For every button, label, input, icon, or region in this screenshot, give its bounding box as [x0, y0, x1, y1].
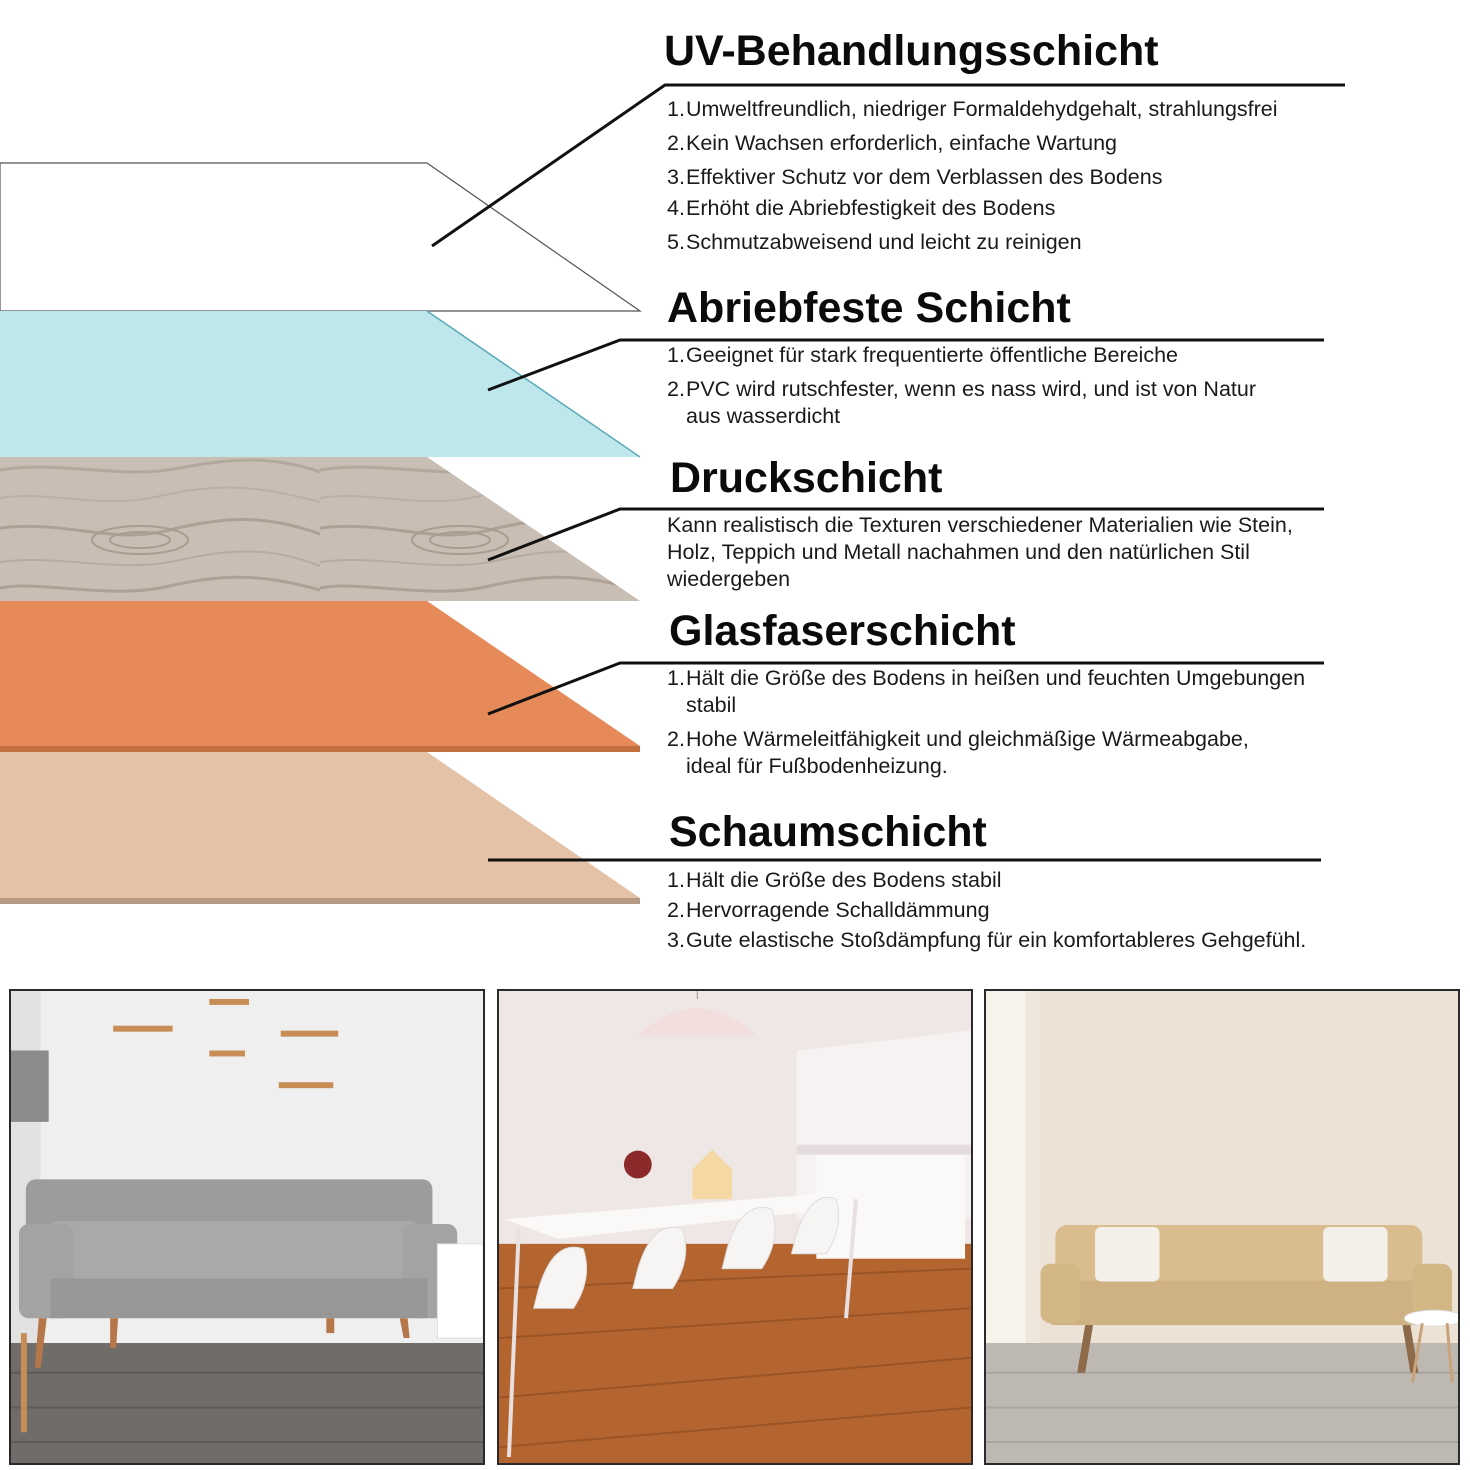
list-item: 5. Schmutzabweisend und leicht zu reinigen — [667, 230, 1082, 254]
layer-druck-swatch — [0, 457, 640, 601]
layer-schaum-swatch — [0, 752, 640, 898]
layer-uv-title: UV-Behandlungsschicht — [664, 27, 1159, 75]
photo-white-dining-kitchen — [497, 989, 973, 1465]
layer-abrieb-list — [667, 342, 1256, 430]
layer-glas-title: Glasfaserschicht — [669, 607, 1016, 655]
list-item: 3. Gute elastische Stoßdämpfung für ein komfortableres Gehgefühl. — [667, 928, 1307, 952]
list-item: 1. Hält die Größe des Bodens in heißen und feuchten Umgebungen stabil — [667, 666, 1306, 717]
layer-schaum-title: Schaumschicht — [669, 808, 987, 856]
list-item: 2. Hervorragende Schalldämmung — [667, 898, 990, 922]
photo-beige-sofa-living-room — [984, 989, 1460, 1465]
list-item: 1. Geeignet für stark frequentierte öffentliche Bereiche — [667, 343, 1179, 367]
layer-glas-swatch — [0, 601, 640, 746]
layer-abrieb-title: Abriebfeste Schicht — [667, 284, 1071, 332]
list-item: 1. Umweltfreundlich, niedriger Formaldehydgehalt, strahlungsfrei — [667, 97, 1278, 121]
layer-abrieb-swatch — [0, 311, 640, 457]
list-item: 4. Erhöht die Abriebfestigkeit des Bodens — [667, 196, 1056, 220]
layer-druck-title: Druckschicht — [670, 454, 943, 502]
list-item: 1. Hält die Größe des Bodens stabil — [667, 868, 1002, 892]
layer-uv-swatch — [0, 163, 640, 311]
layer-schaum-list — [667, 867, 1306, 954]
layer-druck-description: Kann realistisch die Texturen verschiedener Materialien wie Stein, Holz, Teppich und Metall nachahmen und den natürlichen Stil wiedergeben — [667, 513, 1293, 591]
list-item: 2. Hohe Wärmeleitfähigkeit und gleichmäßige Wärmeabgabe, ideal für Fußbodenheizung. — [667, 727, 1249, 778]
layer-glas-list — [667, 665, 1305, 780]
list-item: 2. Kein Wachsen erforderlich, einfache Wartung — [667, 131, 1118, 155]
list-item: 3. Effektiver Schutz vor dem Verblassen des Bodens — [667, 165, 1163, 189]
list-item: 2. PVC wird rutschfester, wenn es nass wird, und ist von Natur aus wasserdicht — [667, 377, 1256, 428]
layer-uv-list — [667, 96, 1278, 256]
photo-grey-sofa-living-room — [9, 989, 485, 1465]
